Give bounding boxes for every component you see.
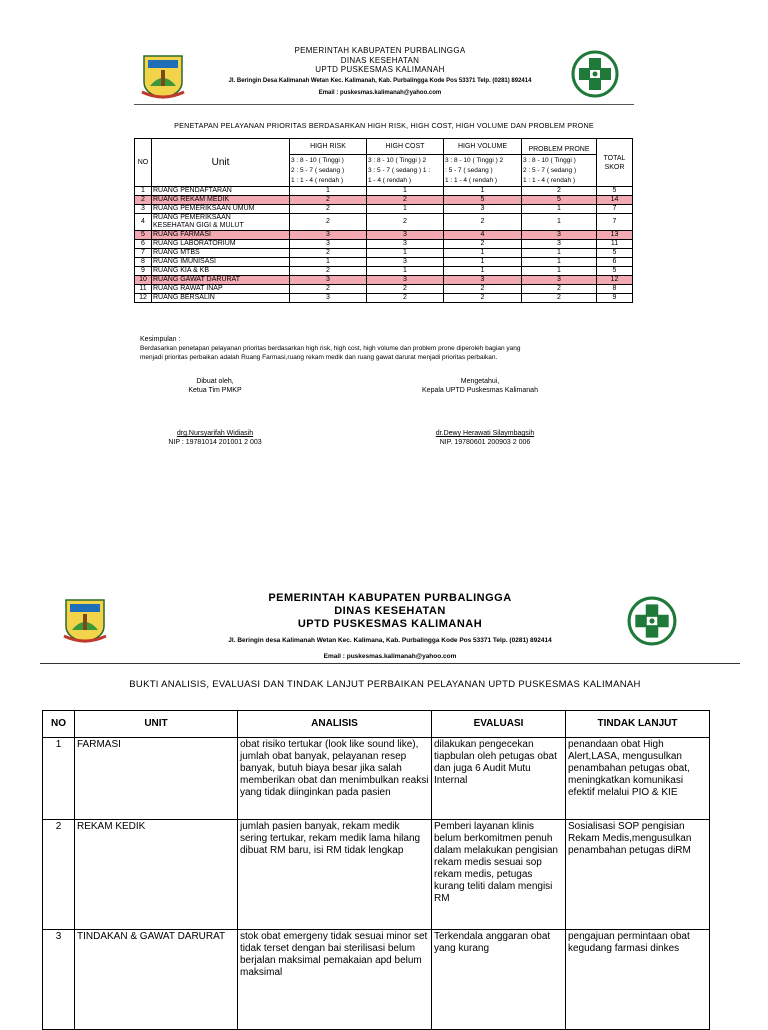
row-evaluasi: Terkendala anggaran obat yang kurang <box>432 930 566 1030</box>
row-no: 11 <box>135 285 152 294</box>
row-volume: 1 <box>444 258 522 267</box>
regency-emblem-icon <box>62 596 108 644</box>
table-row <box>135 267 633 276</box>
row-unit: RUANG MTBS <box>152 249 290 258</box>
row-volume: 3 <box>444 276 522 285</box>
clinic-name: UPTD PUSKESMAS KALIMANAH <box>297 618 483 630</box>
criteria-risk: 3 : 8 - 10 ( Tinggi ) 2 : 5 - 7 ( sedang ) 1 : 1 - 4 ( rendah ) <box>290 155 367 187</box>
row-no: 5 <box>135 231 152 240</box>
col-no: NO <box>43 711 75 738</box>
row-cost: 2 <box>367 214 444 231</box>
row-tindak-lanjut: pengajuan permintaan obat kegudang farmasi dinkes <box>566 930 710 1030</box>
row-volume: 4 <box>444 231 522 240</box>
row-no: 7 <box>135 249 152 258</box>
regency-emblem-icon <box>140 52 186 100</box>
row-volume: 1 <box>444 187 522 196</box>
row-total: 5 <box>597 187 633 196</box>
criteria-volume: 3 : 8 - 10 ( Tinggi ) 2 : 5 - 7 ( sedang ) 1 : 1 - 4 ( rendah ) <box>444 155 522 187</box>
row-cost: 2 <box>367 285 444 294</box>
letterhead-2 <box>180 592 600 661</box>
divider <box>134 104 634 105</box>
row-no: 4 <box>135 214 152 231</box>
row-risk: 2 <box>290 285 367 294</box>
row-unit: RUANG FARMASI <box>152 231 290 240</box>
row-cost: 3 <box>367 276 444 285</box>
row-no: 10 <box>135 276 152 285</box>
row-unit: RUANG LABORATORIUM <box>152 240 290 249</box>
row-total: 9 <box>597 294 633 303</box>
table-row <box>135 205 633 214</box>
clinic-name: UPTD PUSKESMAS KALIMANAH <box>315 65 445 74</box>
criteria-cost: 3 : 8 - 10 ( Tinggi ) 2 3 : 5 - 7 ( sedang ) 1 : 1 - 4 ( rendah ) <box>367 155 444 187</box>
row-total: 11 <box>597 240 633 249</box>
row-no: 1 <box>43 738 75 820</box>
row-tindak-lanjut: penandaan obat High Alert,LASA, mengusulkan penambahan petugas obat, meningkatkan komunikasi efektif melalui PIO & KIE <box>566 738 710 820</box>
col-high-cost: HIGH COST <box>367 139 444 155</box>
table-row <box>43 820 710 930</box>
priority-table <box>134 138 633 303</box>
email: Email : puskesmas.kalimanah@yahoo.com <box>318 89 442 96</box>
sig-left-nip: NIP : 19781014 201001 2 003 <box>168 439 262 446</box>
row-volume: 1 <box>444 267 522 276</box>
row-total: 6 <box>597 258 633 267</box>
row-prone: 1 <box>522 249 597 258</box>
agency-name: DINAS KESEHATAN <box>334 605 446 617</box>
sig-right-role: Kepala UPTD Puskesmas Kalimanah <box>422 387 538 394</box>
col-total: TOTAL SKOR <box>597 139 633 187</box>
agency-name: DINAS KESEHATAN <box>340 55 420 65</box>
row-risk: 1 <box>290 258 367 267</box>
col-high-volume: HIGH VOLUME <box>444 139 522 155</box>
row-total: 13 <box>597 231 633 240</box>
signature-left-name <box>145 429 285 447</box>
row-unit: RUANG PEMERIKSAAN UMUM <box>152 205 290 214</box>
row-risk: 3 <box>290 231 367 240</box>
row-unit: RUANG REKAM MEDIK <box>152 196 290 205</box>
row-tindak-lanjut: Sosialisasi SOP pengisian Rekam Medis,mengusulkan penambahan petugas diRM <box>566 820 710 930</box>
col-analisis: ANALISIS <box>238 711 432 738</box>
sig-right-nip: NIP. 19780601 200903 2 006 <box>439 439 531 446</box>
row-risk: 3 <box>290 276 367 285</box>
signature-right <box>400 377 560 395</box>
sig-right-name: dr.Dewy Herawati Silaymbagsih <box>435 430 535 437</box>
table-row <box>135 276 633 285</box>
email: Email : puskesmas.kalimanah@yahoo.com <box>323 653 457 660</box>
table-row <box>135 294 633 303</box>
table-row <box>43 738 710 820</box>
row-risk: 1 <box>290 187 367 196</box>
row-evaluasi: Pemberi layanan klinis belum berkomitmen penuh dalam melakukan pengisian rekam medis sesuai sop rekam medis, petugas kurang teliti dalam mengisi RM <box>432 820 566 930</box>
row-no: 1 <box>135 187 152 196</box>
row-unit: RUANG KIA & KB <box>152 267 290 276</box>
analysis-table <box>42 710 710 1030</box>
row-unit: FARMASI <box>75 738 238 820</box>
sig-right-label: Mengetahui, <box>460 378 500 385</box>
table-row <box>43 930 710 1030</box>
row-prone: 1 <box>522 267 597 276</box>
row-prone: 1 <box>522 205 597 214</box>
gov-name: PEMERINTAH KABUPATEN PURBALINGGA <box>268 592 512 604</box>
row-cost: 3 <box>367 240 444 249</box>
row-no: 2 <box>135 196 152 205</box>
conclusion-line2: menjadi prioritas perbaikan adalah Ruang Farmasi,ruang rekam medik dan ruang gawat darurat menjadi prioritas perbaikan. <box>140 354 498 361</box>
row-cost: 1 <box>367 205 444 214</box>
col-unit: Unit <box>152 139 290 187</box>
col-no: NO <box>135 139 152 187</box>
address: Jl. Beringin Desa Kalimanah Wetan Kec. Kalimanah, Kab. Purbalingga Kode Pos 53371 Telp. (0281) 892414 <box>228 77 532 84</box>
row-no: 6 <box>135 240 152 249</box>
row-total: 5 <box>597 249 633 258</box>
col-problem-prone: PROBLEM PRONE <box>522 139 597 155</box>
signature-left <box>155 377 275 395</box>
table-row <box>135 214 633 231</box>
row-unit: TINDAKAN & GAWAT DARURAT <box>75 930 238 1030</box>
row-volume: 1 <box>444 249 522 258</box>
criteria-prone: 3 : 8 - 10 ( Tinggi ) 2 : 5 - 7 ( sedang ) 1 : 1 - 4 ( rendah ) <box>522 155 597 187</box>
table-row <box>135 231 633 240</box>
col-high-risk: HIGH RISK <box>290 139 367 155</box>
doc2-title: BUKTI ANALISIS, EVALUASI DAN TINDAK LANJUT PERBAIKAN PELAYANAN UPTD PUSKESMAS KALIMANAH <box>129 679 641 690</box>
row-no: 3 <box>43 930 75 1030</box>
row-prone: 2 <box>522 285 597 294</box>
row-total: 12 <box>597 276 633 285</box>
row-prone: 2 <box>522 187 597 196</box>
row-risk: 2 <box>290 196 367 205</box>
row-total: 7 <box>597 214 633 231</box>
row-risk: 2 <box>290 267 367 276</box>
doc1-title: PENETAPAN PELAYANAN PRIORITAS BERDASARKAN HIGH RISK, HIGH COST, HIGH VOLUME DAN PROBLEM PRONE <box>174 121 594 130</box>
gov-name: PEMERINTAH KABUPATEN PURBALINGGA <box>294 46 466 55</box>
row-prone: 2 <box>522 294 597 303</box>
row-no: 8 <box>135 258 152 267</box>
health-cross-logo-icon <box>571 50 619 98</box>
table-row <box>135 196 633 205</box>
row-unit: RUANG PENDAFTARAN <box>152 187 290 196</box>
row-volume: 2 <box>444 294 522 303</box>
row-unit: RUANG GAWAT DARURAT <box>152 276 290 285</box>
row-no: 12 <box>135 294 152 303</box>
row-unit: RUANG PEMERIKSAAN KESEHATAN GIGI & MULUT <box>152 214 290 231</box>
row-volume: 2 <box>444 240 522 249</box>
row-prone: 1 <box>522 214 597 231</box>
row-no: 9 <box>135 267 152 276</box>
row-total: 7 <box>597 205 633 214</box>
row-total: 8 <box>597 285 633 294</box>
address: Jl. Beringin desa Kalimanah Wetan Kec. Kalimana, Kab. Purbalingga Kode Pos 53371 Telp. (0281) 892414 <box>228 637 552 644</box>
letterhead-1 <box>200 46 560 97</box>
row-prone: 3 <box>522 240 597 249</box>
row-prone: 3 <box>522 231 597 240</box>
row-no: 2 <box>43 820 75 930</box>
row-risk: 2 <box>290 249 367 258</box>
row-volume: 3 <box>444 205 522 214</box>
row-cost: 3 <box>367 231 444 240</box>
table-row <box>135 240 633 249</box>
table-row <box>135 285 633 294</box>
row-analisis: stok obat emergeny tidak sesuai minor set tidak terset dengan bai sterilisasi belum berjalan maksimal pemakaian apd belum maksimal <box>238 930 432 1030</box>
row-volume: 5 <box>444 196 522 205</box>
divider <box>40 663 740 664</box>
row-unit: RUANG BERSALIN <box>152 294 290 303</box>
col-evaluasi: EVALUASI <box>432 711 566 738</box>
row-volume: 2 <box>444 285 522 294</box>
health-cross-logo-icon <box>627 596 677 646</box>
row-cost: 1 <box>367 187 444 196</box>
row-evaluasi: dilakukan pengecekan tiapbulan oleh petugas obat dan juga 6 Audit Mutu Internal <box>432 738 566 820</box>
sig-left-role: Ketua Tim PMKP <box>188 387 242 394</box>
row-total: 14 <box>597 196 633 205</box>
conclusion <box>140 335 640 362</box>
row-unit: RUANG RAWAT INAP <box>152 285 290 294</box>
row-cost: 1 <box>367 267 444 276</box>
conclusion-line1: Berdasarkan penetapan pelayanan prioritas berdasarkan high risk, high cost, high volume dan problem prone diperoleh bagian yang <box>140 345 521 352</box>
row-prone: 5 <box>522 196 597 205</box>
row-cost: 3 <box>367 258 444 267</box>
sig-left-label: Dibuat oleh, <box>196 378 234 385</box>
row-risk: 2 <box>290 205 367 214</box>
conclusion-label: Kesimpulan : <box>140 336 181 343</box>
signature-right-name <box>400 429 570 447</box>
table-row <box>135 258 633 267</box>
row-analisis: obat risiko tertukar (look like sound like), jumlah obat banyak, pelayanan resep banyak, butuh biaya besar jika salah memberikan obat dan menimbulkan reaksi yang tidak diinginkan pada pasien <box>238 738 432 820</box>
sig-left-name: drg.Nursyarifah Widiasih <box>176 430 254 437</box>
row-prone: 3 <box>522 276 597 285</box>
row-risk: 3 <box>290 240 367 249</box>
table-row <box>135 249 633 258</box>
row-cost: 1 <box>367 249 444 258</box>
row-risk: 3 <box>290 294 367 303</box>
row-cost: 2 <box>367 294 444 303</box>
row-unit: REKAM KEDIK <box>75 820 238 930</box>
row-volume: 2 <box>444 214 522 231</box>
col-unit: UNIT <box>75 711 238 738</box>
table-row <box>135 187 633 196</box>
row-prone: 1 <box>522 258 597 267</box>
row-analisis: jumlah pasien banyak, rekam medik sering tertukar, rekam medik lama hilang dibuat RM baru, isi RM tidak lengkap <box>238 820 432 930</box>
row-cost: 2 <box>367 196 444 205</box>
row-total: 5 <box>597 267 633 276</box>
row-unit: RUANG IMUNISASI <box>152 258 290 267</box>
row-no: 3 <box>135 205 152 214</box>
col-tindak-lanjut: TINDAK LANJUT <box>566 711 710 738</box>
row-risk: 2 <box>290 214 367 231</box>
